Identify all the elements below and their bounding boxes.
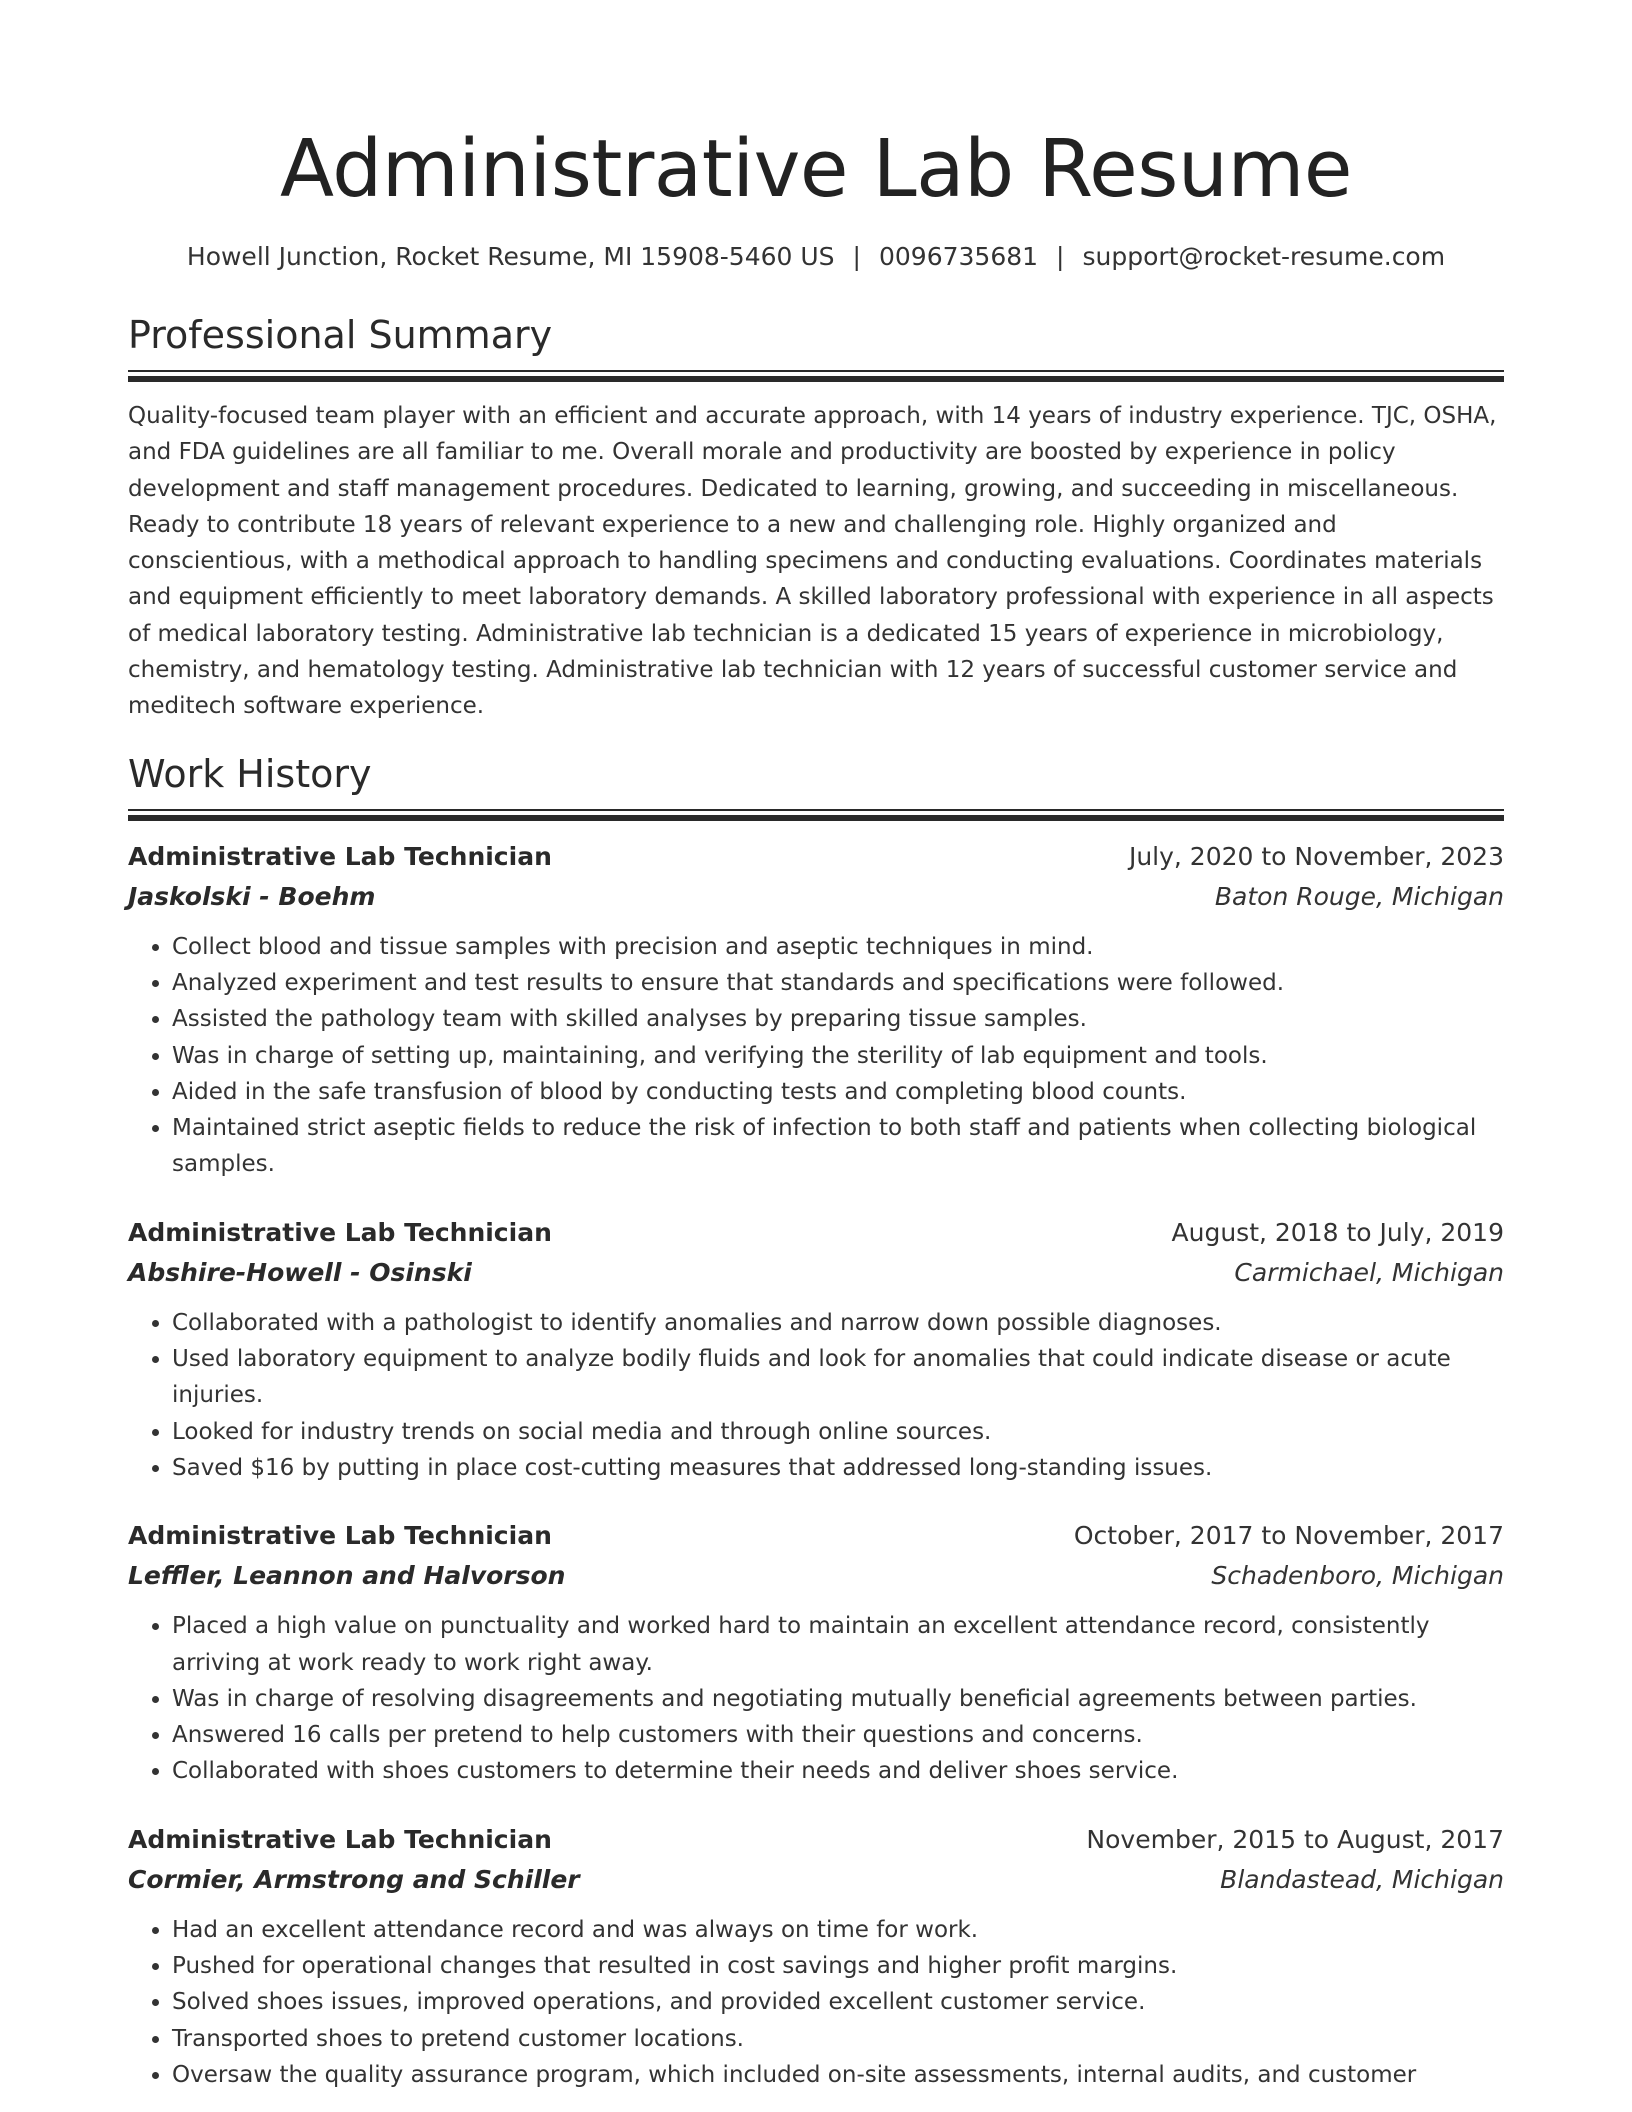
summary-text: Quality-focused team player with an efficient and accurate approach, with 14 years of industry experience. TJC, OSHA, and FDA guidelines are all familiar to me. Overall morale and productivity are boosted by experience in policy development and staff management procedures. Dedicated to learning, growing, and succeeding in miscellaneous. Ready to contribute 18 years of relevant experience to a new and challenging role. Highly organized and conscientious, with a methodical approach to handling specimens and conducting evaluations. Coordinates materials and equipment efficiently to meet laboratory demands. A skilled laboratory professional with experience in all aspects of medical laboratory testing. Administrative lab technician is a dedicated 15 years of experience in microbiology, chemistry, and hematology testing. Administrative lab technician with 12 years of successful customer service and meditech software experience. [128, 403, 1497, 720]
job-list [128, 837, 1504, 2094]
work-history-section [128, 751, 1504, 2094]
contact-separator: | [1056, 242, 1065, 271]
resume-title: Administrative Lab Resume [279, 123, 1353, 215]
section-divider [128, 809, 1504, 821]
job-duty-item: • Had an excellent attendance record and was always on time for work. [172, 1912, 1504, 1948]
section-heading-work-history: Work History [128, 751, 372, 796]
job-duties-list [128, 1305, 1504, 1486]
job-duty-item: • Maintained strict aseptic fields to reduce the risk of infection to both staff and patients when collecting biological samples. [172, 1110, 1504, 1183]
professional-summary-section [128, 312, 1504, 725]
job-duty-item: • Collaborated with shoes customers to determine their needs and deliver shoes service. [172, 1753, 1504, 1789]
job-entry [128, 1213, 1504, 1486]
job-duty-item: • Oversaw the quality assurance program, which included on-site assessments, internal audits, and customer [172, 2057, 1504, 2093]
job-header-row [128, 1213, 1504, 1253]
job-dates: August, 2018 to July, 2019 [1171, 1217, 1504, 1247]
job-company: Leffler, Leannon and Halvorson [128, 1561, 566, 1591]
job-header-row [128, 1516, 1504, 1556]
contact-email: support@rocket-resume.com [1082, 242, 1446, 271]
job-duty-item: • Was in charge of setting up, maintaining, and verifying the sterility of lab equipment and tools. [172, 1038, 1504, 1074]
job-duties-list [128, 929, 1504, 1183]
job-company-row [128, 1860, 1504, 1900]
section-divider [128, 370, 1504, 382]
job-duty-item: • Assisted the pathology team with skilled analyses by preparing tissue samples. [172, 1001, 1504, 1037]
job-company-row [128, 877, 1504, 917]
job-duty-item: • Placed a high value on punctuality and worked hard to maintain an excellent attendance record, consistently arriving at work ready to work right away. [172, 1608, 1504, 1681]
job-duty-item: • Was in charge of resolving disagreements and negotiating mutually beneficial agreements between parties. [172, 1681, 1504, 1717]
job-dates: October, 2017 to November, 2017 [1073, 1521, 1504, 1551]
job-duty-item: • Aided in the safe transfusion of blood by conducting tests and completing blood counts. [172, 1074, 1504, 1110]
job-duties-list [128, 1912, 1504, 2093]
job-entry [128, 837, 1504, 1183]
job-duty-item: • Transported shoes to pretend customer locations. [172, 2021, 1504, 2057]
job-entry [128, 1516, 1504, 1789]
job-location: Schadenboro, Michigan [1211, 1561, 1504, 1591]
job-duties-list [128, 1608, 1504, 1789]
section-heading-summary: Professional Summary [128, 313, 553, 357]
job-duty-item: • Saved $16 by putting in place cost-cutting measures that addressed long-standing issues. [172, 1450, 1504, 1486]
job-duty-item: • Answered 16 calls per pretend to help customers with their questions and concerns. [172, 1717, 1504, 1753]
contact-address: Howell Junction, Rocket Resume, MI 15908-5460 US [186, 242, 835, 271]
job-company-row [128, 1556, 1504, 1596]
job-title: Administrative Lab Technician [128, 1521, 552, 1551]
job-location: Carmichael, Michigan [1234, 1257, 1504, 1287]
contact-phone: 0096735681 [878, 242, 1039, 271]
contact-separator: | [852, 242, 861, 271]
job-duty-item: • Collaborated with a pathologist to identify anomalies and narrow down possible diagnoses. [172, 1305, 1504, 1341]
job-company: Jaskolski - Boehm [128, 881, 376, 911]
job-duty-item: • Solved shoes issues, improved operations, and provided excellent customer service. [172, 1984, 1504, 2020]
job-duty-item: • Pushed for operational changes that resulted in cost savings and higher profit margins. [172, 1948, 1504, 1984]
job-dates: July, 2020 to November, 2023 [1128, 841, 1504, 871]
contact-line [128, 240, 1504, 274]
job-company: Abshire-Howell - Osinski [128, 1257, 472, 1287]
resume-page [128, 0, 1504, 2093]
job-location: Blandastead, Michigan [1220, 1864, 1504, 1894]
job-title: Administrative Lab Technician [128, 1824, 552, 1854]
job-duty-item: • Used laboratory equipment to analyze bodily fluids and look for anomalies that could indicate disease or acute injuries. [172, 1341, 1504, 1414]
job-company-row [128, 1253, 1504, 1293]
job-dates: November, 2015 to August, 2017 [1086, 1824, 1504, 1854]
job-company: Cormier, Armstrong and Schiller [128, 1864, 580, 1894]
job-entry [128, 1820, 1504, 2093]
job-duty-item: • Looked for industry trends on social media and through online sources. [172, 1414, 1504, 1450]
job-title: Administrative Lab Technician [128, 1217, 552, 1247]
job-duty-item: • Collect blood and tissue samples with precision and aseptic techniques in mind. [172, 929, 1504, 965]
job-header-row [128, 837, 1504, 877]
job-duty-item: • Analyzed experiment and test results to ensure that standards and specifications were followed. [172, 965, 1504, 1001]
job-title: Administrative Lab Technician [128, 841, 552, 871]
job-header-row [128, 1820, 1504, 1860]
job-location: Baton Rouge, Michigan [1214, 881, 1504, 911]
